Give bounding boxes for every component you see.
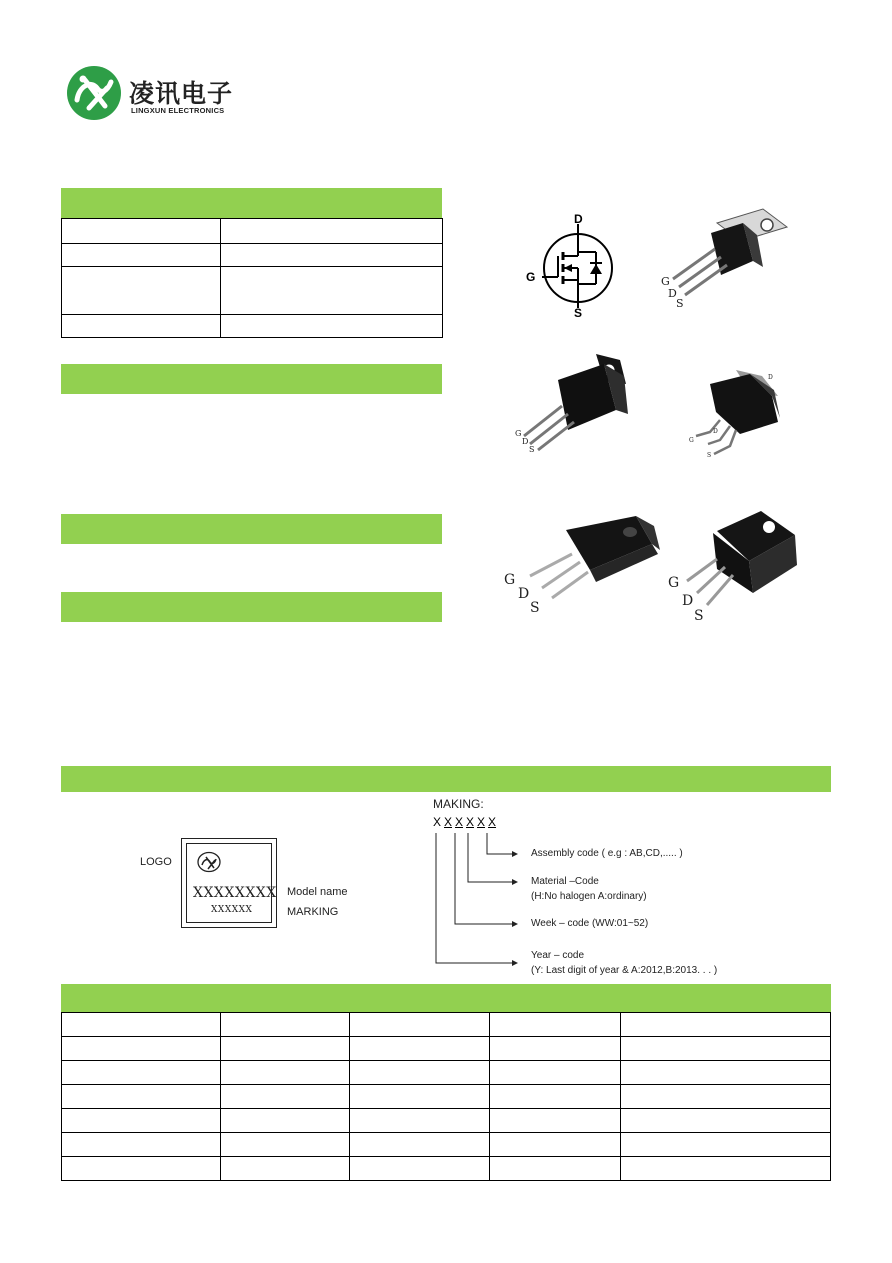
ordering-cell xyxy=(490,1037,621,1061)
pin-g-label: G xyxy=(689,437,694,444)
ordering-cell xyxy=(490,1013,621,1037)
ordering-cell xyxy=(621,1085,831,1109)
ordering-cell xyxy=(621,1013,831,1037)
code-char: X xyxy=(444,815,453,829)
package-to220f xyxy=(510,350,650,460)
code-char: X xyxy=(455,815,464,829)
year-code-detail: (Y: Last digit of year & A:2012,B:2013. . . ) xyxy=(531,965,718,976)
ordering-cell xyxy=(490,1085,621,1109)
summary-cell xyxy=(221,267,443,315)
summary-cell xyxy=(221,315,443,338)
code-char: X xyxy=(466,815,475,829)
ordering-cell xyxy=(221,1157,350,1181)
pin-g-label: G xyxy=(668,575,680,591)
section-header-marking xyxy=(61,766,831,792)
ordering-cell xyxy=(621,1061,831,1085)
summary-table xyxy=(61,218,443,338)
package-to3p xyxy=(665,505,815,625)
ordering-cell xyxy=(62,1013,221,1037)
marking-code-chars xyxy=(433,815,503,831)
source-label: S xyxy=(574,306,583,320)
summary-cell xyxy=(221,244,443,267)
mosfet-symbol xyxy=(520,210,630,320)
ordering-cell xyxy=(621,1109,831,1133)
ordering-cell xyxy=(221,1109,350,1133)
section-header-4 xyxy=(61,592,442,622)
ordering-cell xyxy=(62,1109,221,1133)
model-name-label: Model name xyxy=(287,886,348,898)
ordering-cell xyxy=(350,1037,490,1061)
drain-label: D xyxy=(574,212,583,226)
chip-model-code: XXXXXXXX xyxy=(193,885,277,901)
summary-cell xyxy=(62,267,221,315)
pin-d-label: D xyxy=(668,287,677,300)
ordering-cell xyxy=(62,1157,221,1181)
pin-d-label: D xyxy=(713,428,718,435)
ordering-cell xyxy=(621,1037,831,1061)
ordering-cell xyxy=(221,1133,350,1157)
chip-outline xyxy=(181,838,277,928)
ordering-cell xyxy=(621,1133,831,1157)
package-to220 xyxy=(655,205,805,315)
material-code-text: Material –Code xyxy=(531,876,599,887)
section-header-2 xyxy=(61,364,442,394)
ordering-cell xyxy=(221,1013,350,1037)
ordering-cell xyxy=(221,1085,350,1109)
marking-arrows xyxy=(430,830,530,970)
year-code-text: Year – code xyxy=(531,950,585,961)
making-title: MAKING: xyxy=(433,797,484,811)
ordering-cell xyxy=(350,1109,490,1133)
company-logo xyxy=(67,66,247,122)
ordering-cell xyxy=(490,1133,621,1157)
ordering-cell xyxy=(221,1037,350,1061)
ordering-cell xyxy=(62,1037,221,1061)
code-char: X xyxy=(488,815,497,829)
pin-d-label: D xyxy=(682,593,694,609)
summary-cell xyxy=(62,315,221,338)
ordering-cell xyxy=(62,1085,221,1109)
pin-s-label: S xyxy=(694,608,704,624)
gate-label: G xyxy=(526,270,536,284)
chip-marking-code: XXXXXX xyxy=(211,905,253,915)
logo-label: LOGO xyxy=(140,856,172,868)
pin-d-label: D xyxy=(518,586,530,602)
ordering-cell xyxy=(350,1157,490,1181)
week-code-text: Week – code (WW:01~52) xyxy=(531,918,649,929)
logo-english-name: LINGXUN ELECTRONICS xyxy=(131,106,225,115)
logo-chinese-name: 凌讯电子 xyxy=(129,79,234,108)
code-char: X xyxy=(433,815,442,829)
marking-label: MARKING xyxy=(287,906,339,918)
summary-cell xyxy=(62,244,221,267)
pin-d-label: D xyxy=(522,437,529,446)
ordering-cell xyxy=(621,1157,831,1181)
ordering-cell xyxy=(62,1133,221,1157)
pin-s-label: S xyxy=(676,297,684,310)
ordering-cell xyxy=(490,1109,621,1133)
summary-cell xyxy=(62,219,221,244)
section-header-ordering xyxy=(61,984,831,1012)
section-header-1 xyxy=(61,188,442,218)
chip-logo-icon xyxy=(196,851,222,873)
ordering-cell xyxy=(221,1061,350,1085)
assembly-code-text: Assembly code ( e.g : AB,CD,..... ) xyxy=(531,848,683,859)
tab-d-label: D xyxy=(768,374,773,381)
ordering-cell xyxy=(490,1157,621,1181)
summary-cell xyxy=(221,219,443,244)
ordering-cell xyxy=(62,1061,221,1085)
package-to247-a xyxy=(500,510,670,625)
pin-g-label: G xyxy=(515,429,522,438)
package-to263 xyxy=(680,362,800,462)
pin-s-label: S xyxy=(707,452,712,459)
logo-mark-icon xyxy=(67,66,121,120)
pin-g-label: G xyxy=(504,572,516,588)
pin-g-label: G xyxy=(661,275,670,288)
ordering-cell xyxy=(490,1061,621,1085)
ordering-cell xyxy=(350,1061,490,1085)
ordering-cell xyxy=(350,1085,490,1109)
ordering-table xyxy=(61,1012,831,1181)
code-char: X xyxy=(477,815,486,829)
pin-s-label: S xyxy=(530,600,540,616)
section-header-3 xyxy=(61,514,442,544)
material-code-detail: (H:No halogen A:ordinary) xyxy=(531,891,647,902)
pin-s-label: S xyxy=(529,445,535,454)
ordering-cell xyxy=(350,1013,490,1037)
ordering-cell xyxy=(350,1133,490,1157)
